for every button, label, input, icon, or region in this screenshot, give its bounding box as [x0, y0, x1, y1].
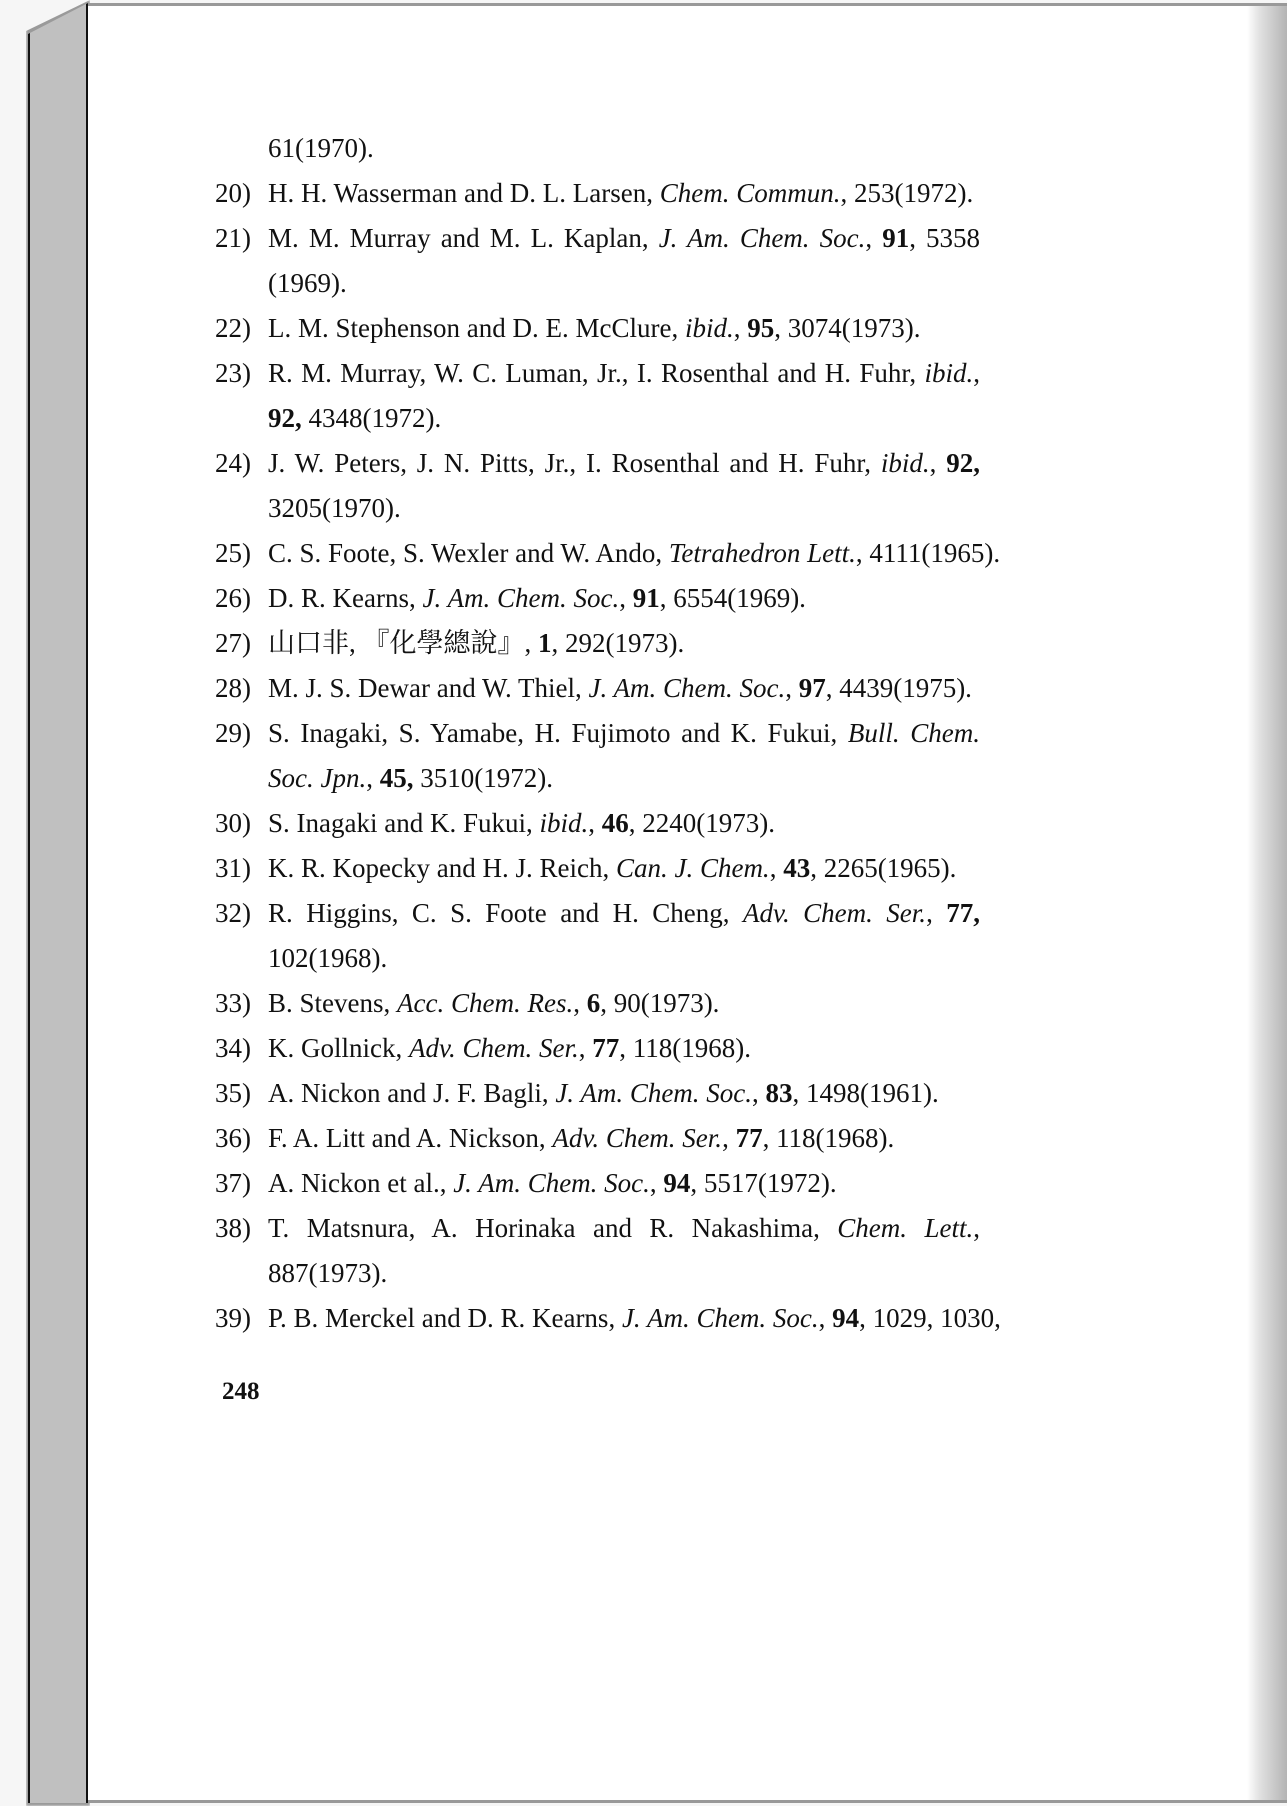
- reference-segment: , 6554(1969).: [659, 583, 806, 613]
- reference-segment: ,: [573, 988, 587, 1018]
- reference-segment: 102(1968).: [268, 943, 388, 973]
- reference-segment: F. A. Litt and A. Nickson,: [268, 1123, 553, 1153]
- journal-title: Adv. Chem. Ser.: [409, 1033, 579, 1063]
- journal-title: Tetrahedron Lett.: [668, 538, 856, 568]
- reference-segment: , 90(1973).: [600, 988, 720, 1018]
- journal-title: Acc. Chem. Res.: [397, 988, 574, 1018]
- reference-segment: , 2240(1973).: [628, 808, 775, 838]
- journal-title: ibid.: [924, 358, 974, 388]
- reference-line: [215, 1296, 1001, 1341]
- page-number: 248: [222, 1378, 260, 1405]
- reference-number: 28): [215, 673, 251, 703]
- reference-line: [215, 711, 980, 756]
- reference-segment: L. M. Stephenson and D. E. McClure,: [268, 313, 685, 343]
- reference-segment: H. H. Wasserman and D. L. Larsen,: [268, 178, 660, 208]
- reference-line: [215, 531, 1001, 576]
- volume-number: 45,: [379, 763, 414, 793]
- reference-number: 38): [215, 1213, 251, 1243]
- volume-number: 46: [601, 808, 629, 838]
- reference-segment: D. R. Kearns,: [268, 583, 423, 613]
- reference-text: [268, 531, 1001, 576]
- reference-text: [268, 1116, 980, 1161]
- journal-title: Bull. Chem.: [847, 718, 980, 748]
- reference-text: [268, 756, 980, 801]
- reference-segment: , 4111(1965).: [855, 538, 1001, 568]
- reference-segment: M. M. Murray and M. L. Kaplan,: [268, 223, 659, 253]
- reference-segment: , 5517(1972).: [690, 1168, 837, 1198]
- volume-number: 91: [882, 223, 910, 253]
- reference-segment: J. W. Peters, J. N. Pitts, Jr., I. Rosenthal and H. Fuhr,: [268, 448, 881, 478]
- reference-segment: 4348(1972).: [301, 403, 442, 433]
- journal-title: J. Am. Chem. Soc.: [588, 673, 786, 703]
- reference-segment: ,: [785, 673, 799, 703]
- reference-line: [215, 486, 980, 531]
- reference-number: 25): [215, 538, 251, 568]
- reference-segment: 61(1970).: [268, 133, 374, 163]
- reference-number: 29): [215, 718, 251, 748]
- reference-segment: S. Inagaki and K. Fukui,: [268, 808, 540, 838]
- volume-number: 6: [586, 988, 601, 1018]
- reference-text: [268, 1071, 980, 1116]
- reference-segment: T. Matsnura, A. Horinaka and R. Nakashima,: [268, 1213, 838, 1243]
- reference-text: [268, 711, 980, 756]
- reference-segment: , 253(1972).: [840, 178, 974, 208]
- reference-text: [268, 891, 980, 936]
- reference-text: [268, 801, 980, 846]
- journal-title: Soc. Jpn.: [268, 763, 367, 793]
- reference-line: [215, 1116, 980, 1161]
- reference-segment: R. Higgins, C. S. Foote and H. Cheng,: [268, 898, 743, 928]
- volume-number: 92,: [946, 448, 980, 478]
- reference-segment: 3510(1972).: [413, 763, 553, 793]
- reference-segment: ,: [752, 1078, 766, 1108]
- volume-number: 83: [765, 1078, 793, 1108]
- volume-number: 94: [832, 1303, 860, 1333]
- reference-segment: B. Stevens,: [268, 988, 398, 1018]
- reference-text: [268, 441, 980, 486]
- journal-title: Adv. Chem. Ser.: [552, 1123, 723, 1153]
- reference-number: 37): [215, 1168, 251, 1198]
- reference-line: [215, 666, 980, 711]
- reference-line: [215, 261, 980, 306]
- reference-number: 22): [215, 313, 251, 343]
- reference-text: [268, 666, 980, 711]
- reference-segment: P. B. Merckel and D. R. Kearns,: [268, 1303, 622, 1333]
- reference-text: [268, 306, 980, 351]
- reference-line: [215, 981, 980, 1026]
- reference-segment: ,: [619, 583, 633, 613]
- reference-number: 39): [215, 1303, 251, 1333]
- reference-line: [215, 1251, 980, 1296]
- reference-number: 20): [215, 178, 251, 208]
- reference-line: [215, 171, 980, 216]
- reference-text: [268, 981, 980, 1026]
- reference-text: [268, 1026, 980, 1071]
- reference-line: [215, 846, 980, 891]
- reference-segment: 山口非, 『化學總說』,: [268, 628, 538, 658]
- reference-segment: , 3074(1973).: [774, 313, 921, 343]
- reference-text: [268, 1206, 980, 1251]
- reference-text: [268, 351, 980, 396]
- journal-title: ibid.: [880, 448, 930, 478]
- volume-number: 77,: [946, 898, 980, 928]
- volume-number: 92,: [268, 403, 302, 433]
- reference-segment: ,: [769, 853, 784, 883]
- reference-segment: (1969).: [268, 268, 347, 298]
- reference-line: [215, 801, 980, 846]
- reference-segment: A. Nickon et al.,: [268, 1168, 454, 1198]
- reference-segment: ,: [929, 448, 947, 478]
- reference-segment: , 1498(1961).: [792, 1078, 939, 1108]
- journal-title: J. Am. Chem. Soc.: [555, 1078, 753, 1108]
- reference-line: [215, 1161, 980, 1206]
- volume-number: 77: [735, 1123, 763, 1153]
- reference-segment: ,: [722, 1123, 736, 1153]
- reference-text: [268, 1251, 980, 1296]
- reference-segment: K. Gollnick,: [268, 1033, 409, 1063]
- volume-number: 97: [798, 673, 826, 703]
- reference-text: [268, 171, 980, 216]
- book-spine: [28, 3, 88, 1803]
- reference-segment: ,: [818, 1303, 833, 1333]
- reference-text: [268, 936, 980, 981]
- reference-line: [215, 306, 980, 351]
- reference-line: [215, 216, 980, 261]
- reference-number: 32): [215, 898, 251, 928]
- reference-line: [215, 936, 980, 981]
- reference-segment: , 1029, 1030,: [859, 1303, 1001, 1333]
- reference-segment: M. J. S. Dewar and W. Thiel,: [268, 673, 589, 703]
- reference-segment: ,: [366, 763, 380, 793]
- reference-line: [215, 576, 980, 621]
- page-edge-shadow: [1247, 6, 1287, 1800]
- reference-segment: ,: [733, 313, 748, 343]
- reference-segment: ,: [973, 358, 980, 388]
- reference-number: 26): [215, 583, 251, 613]
- reference-segment: A. Nickon and J. F. Bagli,: [268, 1078, 556, 1108]
- reference-number: 31): [215, 853, 251, 883]
- journal-title: J. Am. Chem. Soc.: [658, 223, 866, 253]
- reference-text: [268, 1296, 1001, 1341]
- reference-segment: C. S. Foote, S. Wexler and W. Ando,: [268, 538, 669, 568]
- volume-number: 94: [663, 1168, 691, 1198]
- reference-number: 35): [215, 1078, 251, 1108]
- reference-line: [215, 891, 980, 936]
- reference-segment: 3205(1970).: [268, 493, 401, 523]
- volume-number: 77: [592, 1033, 620, 1063]
- reference-text: [268, 1161, 980, 1206]
- reference-number: 33): [215, 988, 251, 1018]
- reference-text: [268, 216, 980, 261]
- reference-segment: 887(1973).: [268, 1258, 388, 1288]
- volume-number: 1: [538, 628, 552, 658]
- journal-title: J. Am. Chem. Soc.: [422, 583, 620, 613]
- reference-segment: ,: [649, 1168, 664, 1198]
- reference-text: [268, 261, 980, 306]
- reference-number: 27): [215, 628, 251, 658]
- reference-segment: ,: [578, 1033, 593, 1063]
- reference-list: [215, 126, 1001, 1341]
- reference-segment: , 2265(1965).: [810, 853, 957, 883]
- reference-segment: ,: [926, 898, 947, 928]
- reference-segment: K. R. Kopecky and H. J. Reich,: [268, 853, 616, 883]
- reference-number: 24): [215, 448, 251, 478]
- reference-text: [268, 621, 980, 666]
- volume-number: 91: [632, 583, 660, 613]
- volume-number: 43: [783, 853, 811, 883]
- reference-text: [268, 576, 980, 621]
- reference-line: [215, 396, 980, 441]
- reference-text: [268, 396, 980, 441]
- reference-segment: , 5358: [909, 223, 981, 253]
- reference-segment: , 292(1973).: [551, 628, 685, 658]
- journal-title: Chem. Lett.: [837, 1213, 974, 1243]
- reference-line: [215, 1071, 980, 1116]
- journal-title: ibid.: [539, 808, 589, 838]
- reference-line: [215, 1026, 980, 1071]
- reference-text: [268, 846, 980, 891]
- reference-segment: S. Inagaki, S. Yamabe, H. Fujimoto and K. Fukui,: [268, 718, 848, 748]
- reference-text: [268, 126, 980, 171]
- reference-line: [215, 126, 980, 171]
- reference-segment: ,: [973, 1213, 980, 1243]
- volume-number: 95: [747, 313, 775, 343]
- reference-segment: , 4439(1975).: [825, 673, 972, 703]
- reference-segment: , 118(1968).: [619, 1033, 751, 1063]
- reference-segment: ,: [588, 808, 602, 838]
- reference-line: [215, 1206, 980, 1251]
- reference-line: [215, 756, 980, 801]
- reference-number: 23): [215, 358, 251, 388]
- reference-number: 36): [215, 1123, 251, 1153]
- journal-title: J. Am. Chem. Soc.: [453, 1168, 650, 1198]
- reference-segment: , 118(1968).: [762, 1123, 895, 1153]
- journal-title: ibid.: [684, 313, 734, 343]
- reference-number: 34): [215, 1033, 251, 1063]
- reference-number: 21): [215, 223, 251, 253]
- journal-title: J. Am. Chem. Soc.: [621, 1303, 819, 1333]
- journal-title: Can. J. Chem.: [615, 853, 770, 883]
- journal-title: Adv. Chem. Ser.: [742, 898, 927, 928]
- reference-line: [215, 621, 980, 666]
- reference-segment: ,: [865, 223, 883, 253]
- reference-line: [215, 351, 980, 396]
- reference-segment: R. M. Murray, W. C. Luman, Jr., I. Rosenthal and H. Fuhr,: [268, 358, 925, 388]
- reference-line: [215, 441, 980, 486]
- journal-title: Chem. Commun.: [659, 178, 841, 208]
- reference-number: 30): [215, 808, 251, 838]
- reference-text: [268, 486, 980, 531]
